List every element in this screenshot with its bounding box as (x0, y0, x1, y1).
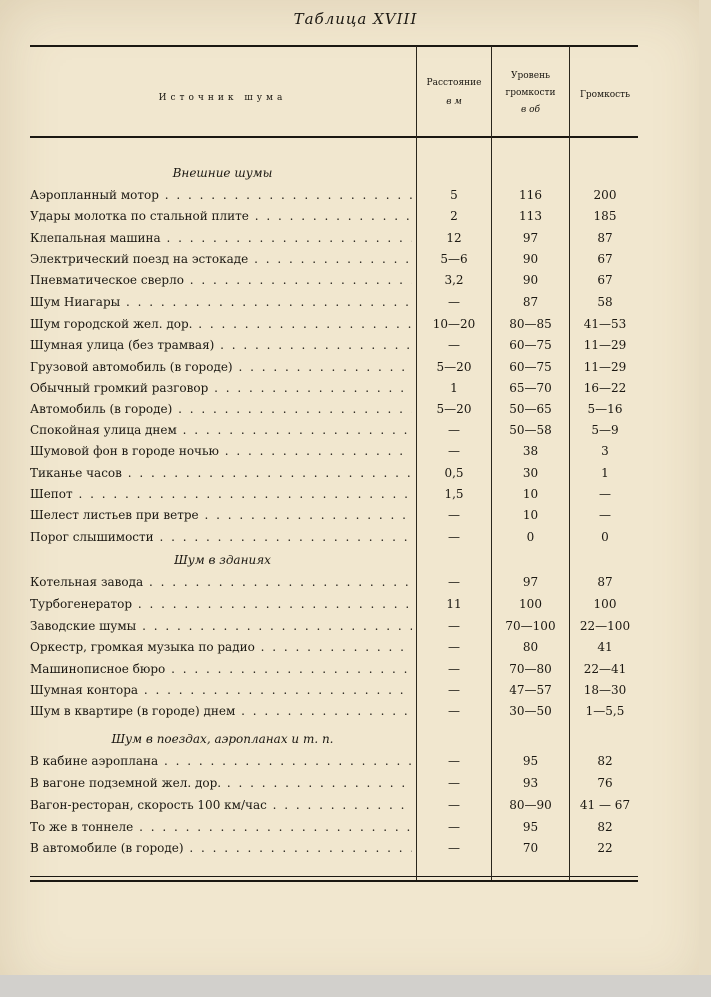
header-loudness: Громкость (579, 90, 631, 100)
table-row (0, 335, 711, 356)
row-distance: — (448, 662, 460, 676)
row-level: 38 (522, 444, 539, 458)
row-level: 70 (522, 841, 539, 855)
row-source: Шум в квартире (в городе) днем . . . (30, 701, 412, 722)
row-level: 30 (522, 466, 539, 480)
row-loudness: 3 (601, 444, 609, 458)
row-level: 70—100 (505, 619, 556, 633)
row-source: Удары молотка по стальной плите . . . (30, 206, 412, 227)
row-loudness: 67 (597, 273, 613, 287)
row-distance: — (448, 575, 460, 589)
table-row (0, 228, 711, 249)
row-loudness: 67 (597, 252, 613, 266)
scan-bottom-strip (0, 975, 711, 997)
row-loudness: 82 (597, 754, 613, 768)
row-loudness: 87 (597, 575, 613, 589)
row-distance: — (448, 841, 460, 855)
table-row (0, 795, 711, 816)
row-source: Шум Ниагары . . . (30, 292, 412, 313)
table-row (0, 420, 711, 441)
section-title-buildings: Шум в зданиях (174, 553, 271, 567)
row-source: Шум городской жел. дор. . . . (30, 314, 412, 335)
table-row (0, 484, 711, 505)
row-distance: 11 (446, 597, 462, 611)
row-distance: 0,5 (444, 466, 464, 480)
row-source: Клепальная машина . . . (30, 228, 412, 249)
row-source: Грузовой автомобиль (в городе) . . . (30, 357, 412, 378)
table-row (0, 505, 711, 526)
row-source: Аэропланный мотор . . . (30, 185, 412, 206)
row-source: Вагон-ресторан, скорость 100 км/час . . . (30, 795, 412, 816)
row-loudness: 11—29 (583, 360, 627, 374)
table-row (0, 838, 711, 859)
table-row (0, 616, 711, 637)
table-row (0, 527, 711, 548)
row-level: 10 (522, 508, 539, 522)
header-distance-line-1: Расстояние (426, 78, 482, 88)
row-distance: 3,2 (444, 273, 464, 287)
row-level: 97 (522, 575, 539, 589)
table-title: Таблица XVIII (293, 10, 418, 28)
row-source: В автомобиле (в городе) . . . (30, 838, 412, 859)
row-level: 116 (519, 188, 542, 202)
row-distance: — (448, 776, 460, 790)
row-loudness: 11—29 (583, 338, 627, 352)
row-level: 80—90 (509, 798, 552, 812)
row-source: Шумовой фон в городе ночью . . . (30, 441, 412, 462)
row-distance: — (448, 619, 460, 633)
row-level: 90 (522, 252, 539, 266)
row-source: Шепот . . . (30, 484, 412, 505)
table-row (0, 185, 711, 206)
row-source: Шумная улица (без трамвая) . . . (30, 335, 412, 356)
row-distance: — (448, 683, 460, 697)
row-source: Порог слышимости . . . (30, 527, 412, 548)
header-source: Источник шума (158, 93, 287, 103)
row-loudness: 5—9 (591, 423, 619, 437)
row-source: В вагоне подземной жел. дор. . . . (30, 773, 412, 794)
bottom-rule-lower (30, 880, 638, 882)
table-row (0, 378, 711, 399)
row-source: Электрический поезд на эстокаде . . . (30, 249, 412, 270)
row-distance: — (448, 704, 460, 718)
row-loudness: 58 (597, 295, 613, 309)
row-distance: 1,5 (444, 487, 464, 501)
row-source: Шумная контора . . . (30, 680, 412, 701)
row-source: Пневматическое сверло . . . (30, 270, 412, 291)
row-source: Шелест листьев при ветре . . . (30, 505, 412, 526)
row-loudness: 5—16 (587, 402, 623, 416)
row-distance: 5—20 (436, 402, 472, 416)
section-title-transport: Шум в поездах, аэропланах и т. п. (111, 732, 334, 746)
row-level: 60—75 (509, 338, 552, 352)
row-level: 97 (522, 231, 539, 245)
header-distance (418, 76, 490, 110)
row-loudness: 0 (601, 530, 609, 544)
top-rule (30, 45, 638, 47)
row-level: 60—75 (509, 360, 552, 374)
row-loudness: 41—53 (583, 317, 627, 331)
table-row (0, 701, 711, 722)
row-loudness: — (599, 487, 611, 501)
row-source: Оркестр, громкая музыка по радио . . . (30, 637, 412, 658)
row-level: 87 (522, 295, 539, 309)
table-row (0, 463, 711, 484)
table-row (0, 637, 711, 658)
row-level: 80—85 (509, 317, 552, 331)
row-loudness: 200 (593, 188, 617, 202)
row-loudness: 185 (593, 209, 617, 223)
table-row (0, 314, 711, 335)
row-level: 47—57 (509, 683, 552, 697)
row-source: Машинописное бюро . . . (30, 659, 412, 680)
row-source: Заводские шумы . . . (30, 616, 412, 637)
table-row (0, 659, 711, 680)
row-distance: — (448, 798, 460, 812)
table-row (0, 206, 711, 227)
row-level: 65—70 (509, 381, 552, 395)
table-row (0, 817, 711, 838)
row-distance: 5—20 (436, 360, 472, 374)
table-row (0, 680, 711, 701)
table-row (0, 292, 711, 313)
table-row (0, 751, 711, 772)
row-level: 50—58 (509, 423, 552, 437)
table-row (0, 594, 711, 615)
header-level (493, 68, 568, 119)
row-level: 30—50 (509, 704, 552, 718)
row-source: Турбогенератор . . . (30, 594, 412, 615)
row-distance: — (448, 640, 460, 654)
table-row (0, 441, 711, 462)
row-source: То же в тоннеле . . . (30, 817, 412, 838)
header-distance-line-2: в м (446, 97, 462, 107)
row-loudness: 41 (597, 640, 613, 654)
header-level-line-2: громкости (505, 88, 556, 98)
row-loudness: 16—22 (583, 381, 627, 395)
row-distance: — (448, 295, 460, 309)
row-loudness: 22—100 (579, 619, 631, 633)
row-level: 95 (522, 820, 539, 834)
row-loudness: 87 (597, 231, 613, 245)
row-loudness: 18—30 (583, 683, 627, 697)
row-distance: — (448, 423, 460, 437)
row-loudness: 41 — 67 (579, 798, 631, 812)
row-source: Тиканье часов . . . (30, 463, 412, 484)
row-level: 10 (522, 487, 539, 501)
row-loudness: 82 (597, 820, 613, 834)
row-source: В кабине аэроплана . . . (30, 751, 412, 772)
row-distance: — (448, 444, 460, 458)
row-distance: — (448, 508, 460, 522)
row-source: Спокойная улица днем . . . (30, 420, 412, 441)
row-distance: 10—20 (432, 317, 476, 331)
row-loudness: 1 (601, 466, 609, 480)
table-row (0, 249, 711, 270)
table-row (0, 399, 711, 420)
row-loudness: 1—5,5 (585, 704, 625, 718)
row-distance: — (448, 820, 460, 834)
row-level: 95 (522, 754, 539, 768)
row-distance: 12 (446, 231, 462, 245)
table-row (0, 773, 711, 794)
table-row (0, 357, 711, 378)
header-level-line-3: в об (520, 105, 540, 115)
header-rule (30, 136, 638, 138)
row-loudness: 100 (593, 597, 617, 611)
bottom-rule-upper (30, 876, 638, 877)
row-source: Обычный громкий разговор . . . (30, 378, 412, 399)
row-distance: 1 (450, 381, 458, 395)
row-level: 0 (526, 530, 535, 544)
row-level: 93 (522, 776, 539, 790)
row-level: 90 (522, 273, 539, 287)
row-loudness: — (599, 508, 611, 522)
header-level-line-1: Уровень (511, 71, 550, 81)
section-title-outdoor: Внешние шумы (172, 166, 273, 180)
row-distance: — (448, 338, 460, 352)
row-distance: — (448, 754, 460, 768)
row-level: 70—80 (509, 662, 552, 676)
row-distance: — (448, 530, 460, 544)
row-loudness: 22 (597, 841, 613, 855)
row-loudness: 22—41 (583, 662, 627, 676)
row-source: Автомобиль (в городе) . . . (30, 399, 412, 420)
row-distance: 5 (450, 188, 458, 202)
table-row (0, 572, 711, 593)
row-source: Котельная завода . . . (30, 572, 412, 593)
row-distance: 2 (450, 209, 458, 223)
row-distance: 5—6 (440, 252, 468, 266)
row-level: 100 (519, 597, 542, 611)
row-level: 50—65 (509, 402, 552, 416)
row-loudness: 76 (597, 776, 613, 790)
table-row (0, 270, 711, 291)
row-level: 113 (519, 209, 542, 223)
row-level: 80 (522, 640, 539, 654)
